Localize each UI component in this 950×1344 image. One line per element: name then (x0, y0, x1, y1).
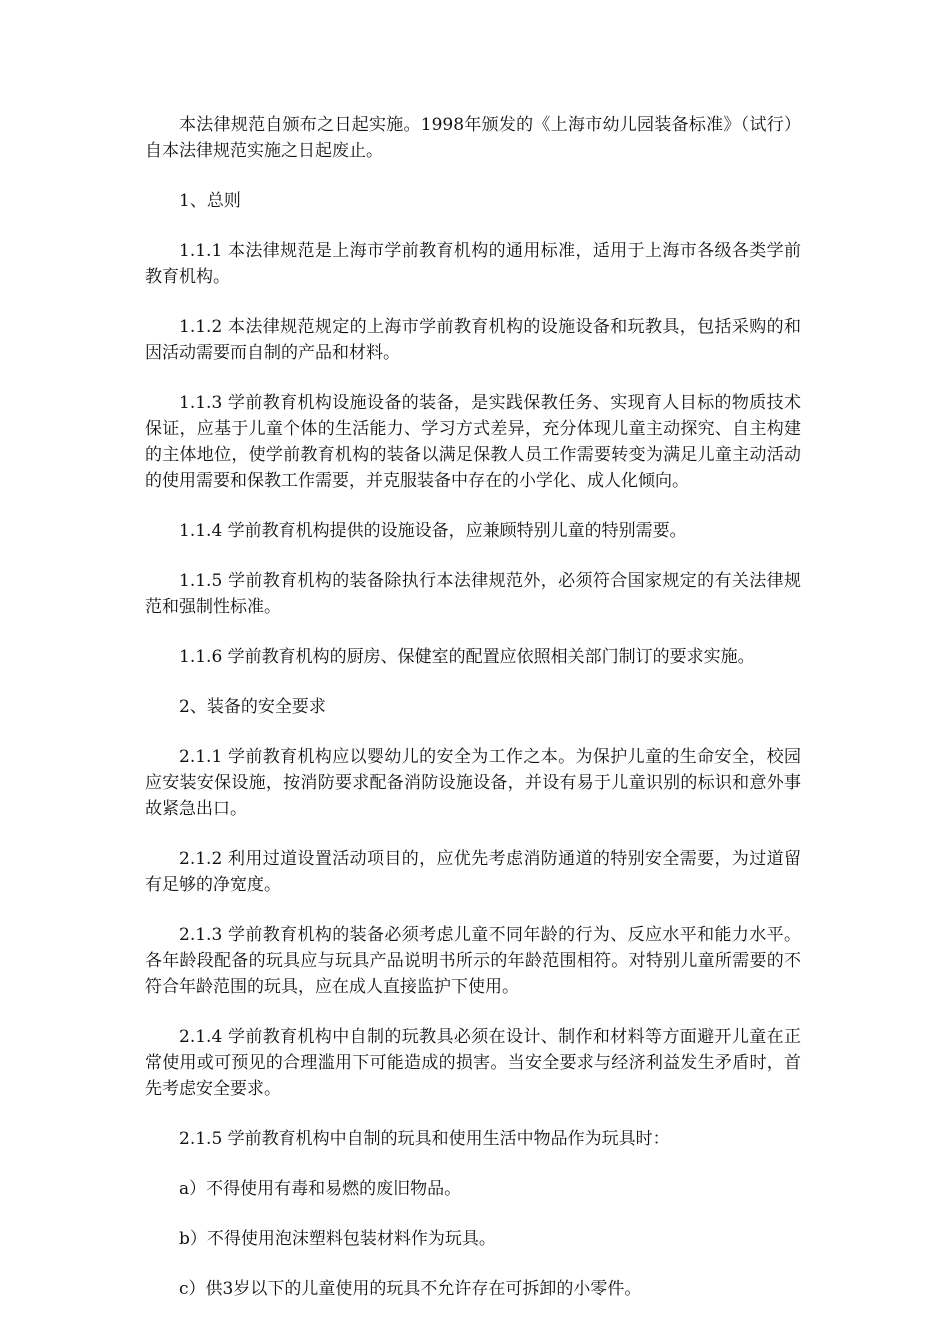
list-item-a: a）不得使用有毒和易燃的废旧物品。 (179, 1179, 462, 1199)
paragraph-2-1-5: 2.1.5 学前教育机构中自制的玩具和使用生活中物品作为玩具时： (179, 1129, 670, 1149)
paragraph-2-1-3: 2.1.3 学前教育机构的装备必须考虑儿童不同年龄的行为、反应水平和能力水平。各年龄段配备的玩具应与玩具产品说明书所示的年龄范围相符。对特别儿童所需要的不符合年龄范围的玩具，应在成人直接监护下使用。 (145, 925, 801, 997)
list-item-c: c）供3岁以下的儿童使用的玩具不允许存在可拆卸的小零件。 (179, 1279, 642, 1299)
heading-safety-requirements: 2、装备的安全要求 (179, 697, 326, 717)
paragraph-1-1-3: 1.1.3 学前教育机构设施设备的装备，是实践保教任务、实现育人目标的物质技术保证，应基于儿童个体的生活能力、学习方式差异，充分体现儿童主动探究、自主构建的主体地位，使学前教育机构的装备以满足保教人员工作需要转变为满足儿童主动活动的使用需要和保教工作需要，并克服装备中存在的小学化、成人化倾向。 (145, 393, 801, 491)
document-body (145, 112, 801, 1326)
paragraph-2-1-4: 2.1.4 学前教育机构中自制的玩教具必须在设计、制作和材料等方面避开儿童在正常使用或可预见的合理滥用下可能造成的损害。当安全要求与经济利益发生矛盾时，首先考虑安全要求。 (145, 1027, 801, 1099)
paragraph-1-1-2: 1.1.2 本法律规范规定的上海市学前教育机构的设施设备和玩教具，包括采购的和因活动需要而自制的产品和材料。 (145, 317, 801, 363)
paragraph-1-1-5: 1.1.5 学前教育机构的装备除执行本法律规范外，必须符合国家规定的有关法律规范和强制性标准。 (145, 571, 801, 617)
paragraph-1-1-4: 1.1.4 学前教育机构提供的设施设备，应兼顾特别儿童的特别需要。 (179, 521, 687, 541)
paragraph-1-1-1: 1.1.1 本法律规范是上海市学前教育机构的通用标准，适用于上海市各级各类学前教育机构。 (145, 241, 801, 287)
paragraph-1-1-6: 1.1.6 学前教育机构的厨房、保健室的配置应依照相关部门制订的要求实施。 (179, 647, 755, 667)
list-item-b: b）不得使用泡沫塑料包装材料作为玩具。 (179, 1229, 496, 1249)
paragraph-2-1-2: 2.1.2 利用过道设置活动项目的，应优先考虑消防通道的特别安全需要，为过道留有足够的净宽度。 (145, 849, 801, 895)
paragraph-2-1-1: 2.1.1 学前教育机构应以婴幼儿的安全为工作之本。为保护儿童的生命安全，校园应安装安保设施，按消防要求配备消防设施设备，并设有易于儿童识别的标识和意外事故紧急出口。 (145, 747, 801, 819)
paragraph-intro: 本法律规范自颁布之日起实施。1998年颁发的《上海市幼儿园装备标准》（试行）自本法律规范实施之日起废止。 (145, 115, 801, 161)
heading-general-rules: 1、总则 (179, 191, 241, 211)
